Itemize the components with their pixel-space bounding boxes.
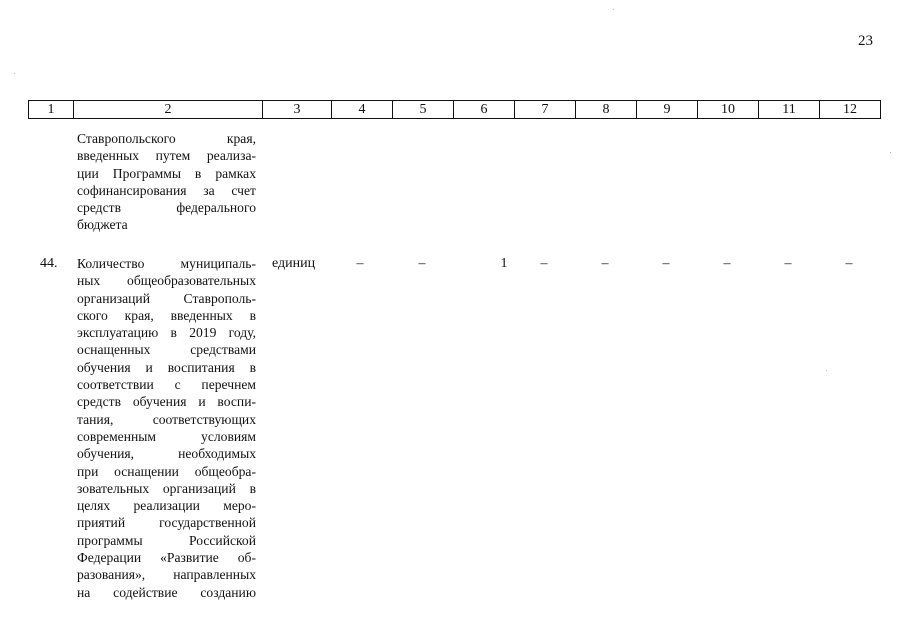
description-line: зовательных организаций в: [77, 480, 256, 496]
column-header: 8: [576, 101, 637, 119]
row-value-col-11: –: [784, 256, 792, 271]
row-value-col-12: –: [845, 256, 853, 271]
column-header: 12: [820, 101, 881, 119]
row-description: [77, 255, 256, 601]
description-line: бюджета: [77, 217, 128, 233]
description-line: Количество муниципаль-: [77, 256, 256, 271]
scan-speck: [613, 9, 614, 10]
row-value-col-10: –: [723, 256, 731, 271]
description-line: ных общеобразовательных: [77, 273, 256, 289]
scan-speck: [890, 152, 891, 153]
row-value-col-9: –: [662, 256, 670, 271]
page-number: 23: [858, 33, 873, 49]
description-line: Ставропольского края,: [77, 131, 256, 146]
row-unit: единиц: [272, 256, 316, 271]
description-line: приятий государственной: [77, 515, 256, 531]
description-line: оснащенных средствами: [77, 342, 256, 358]
scan-speck: [14, 73, 15, 74]
column-header: 9: [637, 101, 698, 119]
row-value-col-7: –: [540, 256, 548, 271]
row-number: 44.: [40, 256, 58, 271]
description-line: целях реализации меро-: [77, 498, 256, 514]
description-line: обучения, необходимых: [77, 446, 256, 462]
column-header-table: [28, 100, 881, 119]
description-line: соответствии с перечнем: [77, 377, 256, 393]
description-line: средств обучения и воспи-: [77, 394, 256, 410]
description-line: при оснащении общеобра-: [77, 463, 256, 479]
description-line: эксплуатацию в 2019 году,: [77, 325, 256, 341]
column-header: 5: [393, 101, 454, 119]
column-header: 10: [698, 101, 759, 119]
column-header: 1: [29, 101, 74, 119]
scan-speck: [826, 370, 827, 371]
column-header: 7: [515, 101, 576, 119]
description-line: средств федерального: [77, 200, 256, 216]
column-header: 2: [74, 101, 263, 119]
column-header: 4: [332, 101, 393, 119]
column-header-row: [29, 101, 881, 119]
column-header: 11: [759, 101, 820, 119]
description-line: обучения и воспитания в: [77, 359, 256, 375]
column-header: 3: [263, 101, 332, 119]
description-line: Федерации «Развитие об-: [77, 550, 256, 566]
row-value-col-6: 1: [500, 256, 508, 271]
row-value-col-5: –: [418, 256, 426, 271]
description-line: на содействие созданию: [77, 584, 256, 600]
row-description-continued: [77, 130, 256, 234]
description-line: введенных путем реализа-: [77, 148, 256, 164]
description-line: тания, соответствующих: [77, 411, 256, 427]
description-line: софинансирования за счет: [77, 182, 256, 198]
description-line: программы Российской: [77, 532, 256, 548]
row-value-col-4: –: [356, 256, 364, 271]
description-line: современным условиям: [77, 428, 256, 444]
description-line: организаций Ставрополь-: [77, 290, 256, 306]
row-value-col-8: –: [601, 256, 609, 271]
description-line: ции Программы в рамках: [77, 165, 256, 181]
description-line: ского края, введенных в: [77, 307, 256, 323]
description-line: разования», направленных: [77, 567, 256, 583]
column-header: 6: [454, 101, 515, 119]
